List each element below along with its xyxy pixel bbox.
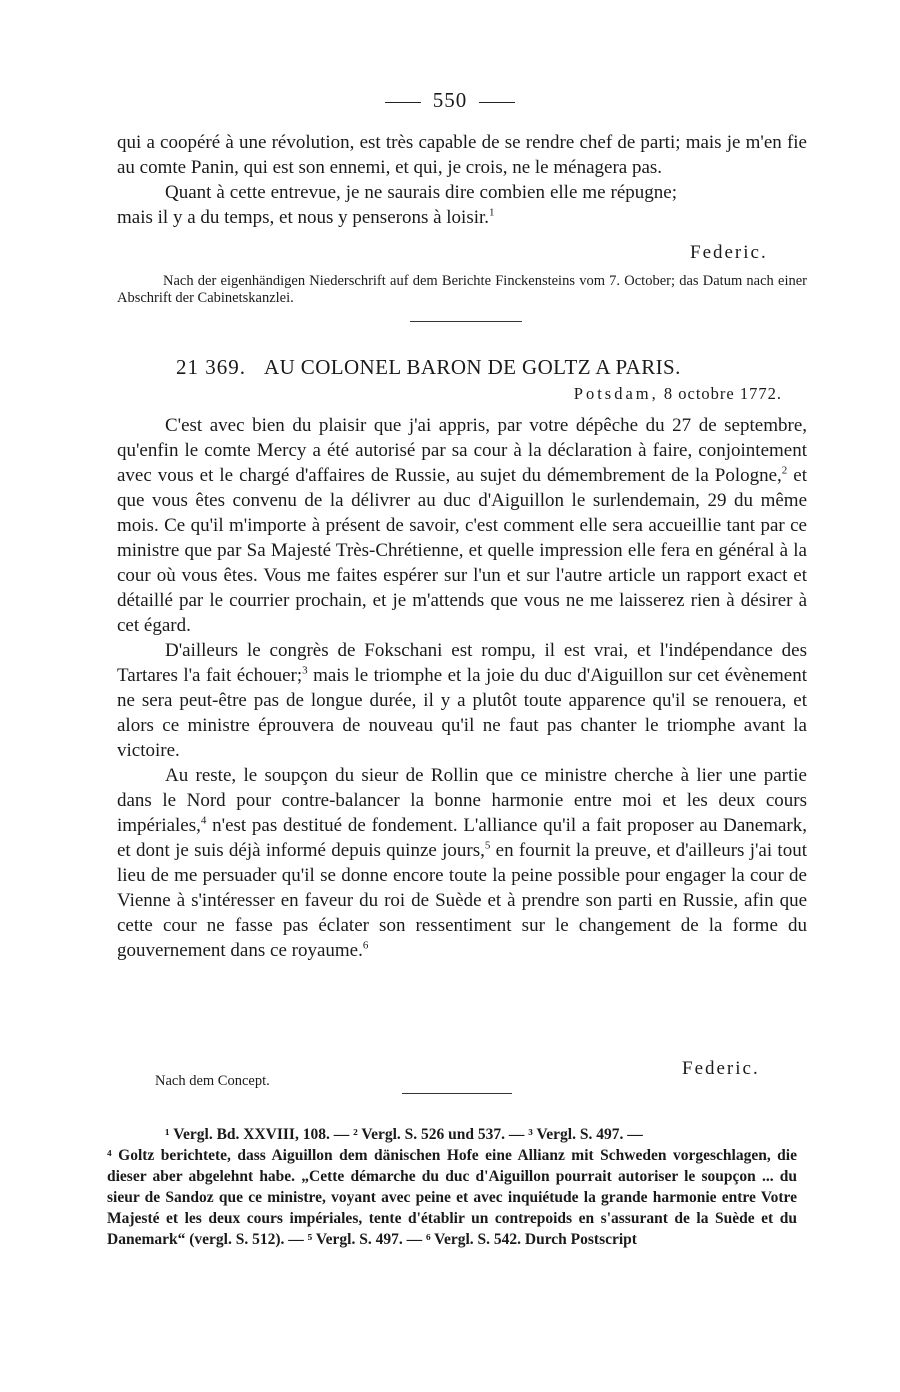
header-dash-left (385, 102, 421, 103)
letter-date: 8 octobre 1772. (663, 384, 782, 403)
footnote-ref-3: 3 (302, 664, 308, 677)
letter-paragraph-2 (117, 638, 807, 763)
letter-paragraph-2-part-b: mais le triomphe et la joie du duc d'Aiguillon sur cet évènement ne sera peut-être pas de longue durée, il y a plutôt toute apparence qu'il se renouera, et alors ce ministre éprouvera de nouveau qu'il ne faut pas chanter le triomphe avant la victoire. (117, 665, 807, 761)
letter-paragraph-3-part-c: en fournit la preuve, et d'ailleurs j'ai tout lieu de me persuader qu'il se donne encore toute la peine possible pour engager la cour de Vienne à s'intéresser en faveur du roi de Suède et à prendre son parti en Russie, afin que cette cour ne fasse pas éclater son ressentiment sur le changement de la forme du gouvernement dans ce royaume. (117, 840, 807, 961)
footnote-divider (402, 1093, 512, 1094)
previous-letter-text (117, 130, 807, 230)
previous-letter-paragraph-2 (117, 180, 677, 230)
signature-previous: Federic. (690, 242, 768, 263)
letter-paragraph-3 (117, 763, 807, 963)
letter-number: 21 369. (176, 355, 246, 379)
letter-paragraph-1-part-a: C'est avec bien du plaisir que j'ai appris, par votre dépêche du 27 de septembre, qu'enfin le comte Mercy a été autorisé par sa cour à la déclaration à faire, conjointement avec vous et le chargé d'affaires de Russie, au sujet du démembrement de la Pologne, (117, 415, 807, 486)
footnote-ref-1: 1 (489, 206, 495, 219)
previous-letter-paragraph-1: qui a coopéré à une révolution, est très capable de se rendre chef de parti; mais je m'en fie au comte Panin, qui est son ennemi, et qui, je crois, ne le ménagera pas. (117, 132, 807, 178)
header-dash-right (479, 102, 515, 103)
footnotes-line-1: ¹ Vergl. Bd. XXVIII, 108. — ² Vergl. S. 526 und 537. — ³ Vergl. S. 497. — (165, 1126, 643, 1143)
page-number: 550 (432, 88, 468, 112)
letter-paragraph-1-part-b: et que vous êtes convenu de la délivrer au duc d'Aiguillon le surlendemain, 29 du même mois. Ce qu'il m'importe à présent de savoir, c'est comment elle sera accueillie tant par ce ministre que par Sa Majesté Très-Chrétienne, et quelle impression elle fera en général à la cour où vous êtes. Vous me faites espérer sur l'un et sur l'autre article un rapport exact et détaillé par le courrier prochain, et je m'attends que vous ne me laisserez rien à désirer à cet égard. (117, 465, 807, 636)
footnotes-body: ⁴ Goltz berichtete, dass Aiguillon dem dänischen Hofe eine Allianz mit Schweden vorgeschlagen, die dieser aber abgelehnt habe. „Cette démarche du duc d'Aiguillon pourrait autoriser le soupçon ... du sieur de Sandoz que ce ministre, voyant avec peine et avec inquiétude la grande harmonie entre Votre Majesté et les deux cours impériales, tente d'établir un contrepoids en s'assurant de la Suède et du Danemark“ (vergl. S. 512). — ⁵ Vergl. S. 497. — ⁶ Vergl. S. 542. Durch Postscript (107, 1147, 797, 1248)
footnote-ref-6: 6 (362, 939, 369, 952)
page-header (0, 88, 900, 112)
letter-paragraph-1 (117, 413, 807, 638)
letter-heading (176, 354, 681, 380)
signature-letter: Federic. (682, 1058, 760, 1079)
letter-paragraph-3-part-b: n'est pas destitué de fondement. L'alliance qu'il a fait proposer au Danemark, et dont je suis déjà informé depuis quinze jours, (117, 815, 807, 861)
footnotes (107, 1124, 797, 1250)
letter-body (117, 413, 807, 963)
letter-paragraph-2-part-a: D'ailleurs le congrès de Fokschani est rompu, il est vrai, et l'indépendance des Tartares l'a fait échouer; (117, 640, 807, 686)
footnote-ref-5: 5 (484, 839, 491, 852)
section-divider (410, 321, 522, 322)
source-note-previous: Nach der eigenhändigen Niederschrift auf dem Berichte Finckensteins vom 7. October; das Datum nach einer Abschrift der Cabinetskanzlei. (117, 273, 807, 306)
letter-dateline (574, 384, 782, 404)
letter-paragraph-3-part-a: Au reste, le soupçon du sieur de Rollin que ce ministre cherche à lier une partie dans le Nord pour contre-balancer la bonne harmonie entre moi et les deux cours impériales, (117, 765, 807, 836)
footnote-ref-4: 4 (200, 814, 207, 827)
source-note-letter: Nach dem Concept. (155, 1073, 270, 1089)
previous-letter-paragraph-2-text: Quant à cette entrevue, je ne saurais dire combien elle me répugne; mais il y a du temps, et nous y penserons à loisir. (117, 182, 677, 228)
letter-place: Potsdam, (573, 384, 659, 403)
footnote-ref-2: 2 (781, 464, 788, 477)
letter-title: AU COLONEL BARON DE GOLTZ A PARIS. (264, 355, 681, 379)
